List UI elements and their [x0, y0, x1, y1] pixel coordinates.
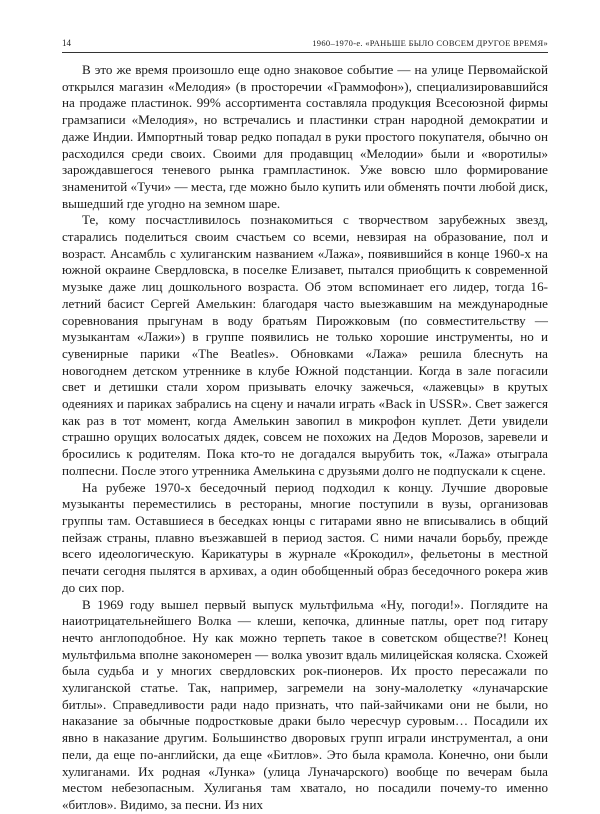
- paragraph-nu-pogodi: В 1969 году вышел первый выпуск мультфильма «Ну, погоди!». Поглядите на наиотрицательнейшего Волка — клеши, кепочка, длинные патлы, орет под гитару нечто англоподобное. Ну как можно терпеть такое в советском обществе?! Конец мультфильма вполне закономерен — волка увозит вдаль милицейская коляска. Схожей была судьба и у многих свердловских рок-пионеров. Их просто пересажали по хулиганской статье. Так, например, загремели на зону-малолетку «луначарские битлы». Справедливости ради надо признать, что пай-зайчиками они не были, но наказание за обычные подростковые драки было чересчур суровым… Посадили их явно в наказание другим. Большинство дворовых групп играли инструментал, а они пели, да еще по-английски, да еще «Битлов». Это была крамола. Конечно, они были хулиганами. Их родная «Лунка» (улица Луначарского) вообще по вечерам была местом небезопасным. Хулиганья там хватало, но посадили почему-то именно «битлов». Видимо, за песни. Из них: [62, 596, 548, 812]
- body-text: [62, 62, 548, 814]
- running-title: 1960–1970-е. «РАНЬШЕ БЫЛО СОВСЕМ ДРУГОЕ ВРЕМЯ»: [312, 38, 548, 48]
- page-header: [62, 38, 548, 53]
- paragraph-gazebo-period-end: На рубеже 1970-х беседочный период подходил к концу. Лучшие дворовые музыканты переместились в рестораны, многие поступили в вузы, организовав группы там. Оставшиеся в беседках юнцы с гитарами явно не вписывались в общий пейзаж страны, плавно въезжавшей в период застоя. С ними начали борьбу, прежде всего идеологическую. Карикатуры в журнале «Крокодил», фельетоны в местной печати сегодня пылятся в архивах, а один обобщенный образ беседочного рокера жив до сих пор.: [62, 479, 548, 595]
- paragraph-melodiya-store: В это же время произошло еще одно знаковое событие — на улице Первомайской открылся магазин «Мелодия» (в просторечии «Граммофон»), специализировавшийся на продаже пластинок. 99% ассортимента составляла продукция Всесоюзной фирмы грамзаписи «Мелодия», но встречались и пластинки стран народной демократии и даже Индии. Импортный товар редко попадал в руки простого покупателя, обычно он расходился среди своих. Своими для продавщиц «Мелодии» были и «воротилы» зарождавшегося теневого рынка грампластинок. Уже вовсю шло формирование знаменитой «Тучи» — места, где можно было купить или обменять почти любой диск, вышедший где угодно на земном шаре.: [62, 62, 548, 211]
- page-number: 14: [62, 38, 71, 48]
- paragraph-lazha-band: Те, кому посчастливилось познакомиться с творчеством зарубежных звезд, старались поделиться своим счастьем со всеми, невзирая на образование, пол и возраст. Ансамбль с хулиганским названием «Лажа», появившийся в конце 1960-х на южной окраине Свердловска, в поселке Елизавет, пытался приобщить к современной музыке даже лиц дошкольного возраста. Об этом вспоминает его лидер, тогда 16-летний басист Сергей Амелькин: благодаря часто выезжавшим на международные соревнования прыгунам в воду братьям Пирожковым (по совместительству — музыкантам «Лажи») в группе появились не только хорошие инструменты, но и сувенирные парики «The Beatles». Обновками «Лажа» решила блеснуть на новогоднем детском утреннике в клубе Южной подстанции. Когда в зале погасили свет и детишки стали хором призывать елочку зажечься, «лажевцы» в крутых одеяниях и париках забрались на сцену и начали играть «Back in USSR». Свет зажегся как раз в тот момент, когда Амелькин завопил в микрофон куплет. Дети увидели страшно орущих волосатых дядек, совсем не похожих на Дедов Морозов, заревели и бросились к родителям. Пока кто-то не догадался вырубить ток, «Лажа» отыграла полпесни. После этого утренника Амелькина с друзьями долго не подпускали к сцене.: [62, 212, 548, 478]
